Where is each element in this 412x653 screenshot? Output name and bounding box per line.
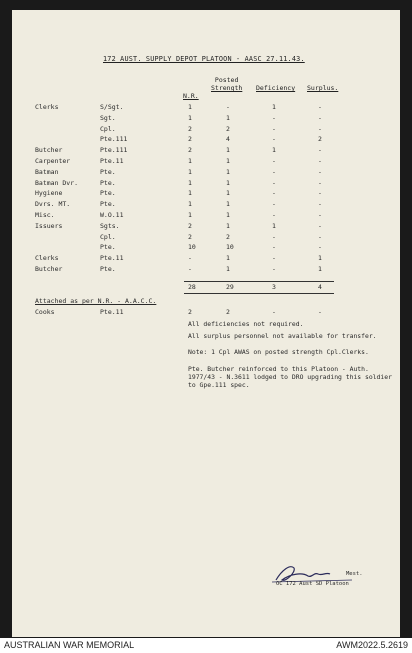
row-surplus-value: -: [318, 179, 322, 187]
attached-rank: Pte.11: [100, 308, 124, 316]
row-deficiency-value: -: [272, 243, 276, 251]
row-rank: S/Sgt.: [100, 103, 124, 111]
row-surplus-value: -: [318, 146, 322, 154]
row-nr-value: 2: [188, 222, 192, 230]
total-surplus: 4: [318, 283, 322, 291]
row-posted-value: 1: [226, 168, 230, 176]
row-posted-value: 1: [226, 189, 230, 197]
row-rank: Pte.11: [100, 254, 124, 262]
row-deficiency-value: -: [272, 179, 276, 187]
row-nr-value: 1: [188, 103, 192, 111]
row-deficiency-value: -: [272, 200, 276, 208]
row-deficiency-value: 1: [272, 146, 276, 154]
row-deficiency-value: -: [272, 135, 276, 143]
row-deficiency-value: -: [272, 233, 276, 241]
row-deficiency-value: -: [272, 265, 276, 273]
note-awas: Note: 1 Cpl AWAS on posted strength Cpl.Clerks.: [188, 348, 369, 356]
total-rule: [184, 281, 334, 282]
row-nr-value: 1: [188, 211, 192, 219]
row-surplus-value: 2: [318, 135, 322, 143]
row-group-label: Butcher: [35, 146, 63, 154]
row-nr-value: 1: [188, 168, 192, 176]
row-posted-value: 1: [226, 265, 230, 273]
note-butcher: Pte. Butcher reinforced to this Platoon - Auth. 1977/43 - N.3611 lodged to DRO upgrading this soldier to Gpe.111 spec.: [188, 365, 392, 389]
row-group-label: Batman Dvr.: [35, 179, 79, 187]
header-posted-strength: [211, 76, 242, 92]
total-nr: 28: [188, 283, 196, 291]
row-group-label: Misc.: [35, 211, 55, 219]
row-surplus-value: -: [318, 125, 322, 133]
attached-surplus-value: -: [318, 308, 322, 316]
row-rank: Cpl.: [100, 125, 116, 133]
row-surplus-value: -: [318, 168, 322, 176]
row-rank: Pte.: [100, 200, 116, 208]
row-group-label: Carpenter: [35, 157, 71, 165]
attached-heading: Attached as per N.R. - A.A.C.C.: [35, 297, 157, 305]
row-rank: Pte.111: [100, 135, 128, 143]
row-rank: Pte.111: [100, 146, 128, 154]
header-posted-line2: Strength: [211, 84, 243, 92]
header-nr: N.R.: [183, 92, 199, 100]
row-deficiency-value: -: [272, 189, 276, 197]
row-nr-value: 1: [188, 179, 192, 187]
row-group-label: Butcher: [35, 265, 63, 273]
row-nr-value: -: [188, 254, 192, 262]
row-rank: Pte.: [100, 265, 116, 273]
row-posted-value: 1: [226, 146, 230, 154]
row-nr-value: 2: [188, 125, 192, 133]
row-rank: W.O.11: [100, 211, 124, 219]
row-surplus-value: -: [318, 103, 322, 111]
row-group-label: Issuers: [35, 222, 63, 230]
row-rank: Cpl.: [100, 233, 116, 241]
row-posted-value: 1: [226, 179, 230, 187]
row-surplus-value: -: [318, 114, 322, 122]
total-posted: 29: [226, 283, 234, 291]
footer-source: AUSTRALIAN WAR MEMORIAL: [4, 640, 135, 650]
row-group-label: Clerks: [35, 254, 59, 262]
row-deficiency-value: 1: [272, 222, 276, 230]
document-title: 172 AUST. SUPPLY DEPOT PLATOON - AASC 27.11.43.: [103, 55, 305, 63]
row-group-label: Clerks: [35, 103, 59, 111]
total-deficiency: 3: [272, 283, 276, 291]
row-surplus-value: -: [318, 200, 322, 208]
row-nr-value: 1: [188, 189, 192, 197]
row-nr-value: 1: [188, 200, 192, 208]
row-deficiency-value: -: [272, 157, 276, 165]
row-posted-value: 1: [226, 200, 230, 208]
attached-nr-value: 2: [188, 308, 192, 316]
footer-bar: [0, 638, 412, 653]
row-deficiency-value: -: [272, 114, 276, 122]
row-posted-value: 10: [226, 243, 234, 251]
row-rank: Pte.: [100, 243, 116, 251]
row-surplus-value: -: [318, 222, 322, 230]
header-deficiency: Deficiency: [256, 84, 296, 92]
attached-posted-value: 2: [226, 308, 230, 316]
row-rank: Pte.: [100, 179, 116, 187]
row-nr-value: 2: [188, 135, 192, 143]
header-surplus: Surplus.: [307, 84, 339, 92]
note-surplus: All surplus personnel not available for transfer.: [188, 332, 377, 340]
row-group-label: Hygiene: [35, 189, 63, 197]
header-posted-line1: Posted: [214, 76, 239, 84]
row-rank: Sgt.: [100, 114, 116, 122]
footer-accession: AWM2022.5.2619: [336, 640, 408, 650]
row-rank: Pte.: [100, 168, 116, 176]
row-surplus-value: 1: [318, 265, 322, 273]
row-surplus-value: -: [318, 233, 322, 241]
signature-suffix: Mest.: [346, 571, 363, 577]
row-posted-value: 2: [226, 233, 230, 241]
row-posted-value: 4: [226, 135, 230, 143]
row-nr-value: 1: [188, 157, 192, 165]
row-posted-value: -: [226, 103, 230, 111]
row-posted-value: 1: [226, 114, 230, 122]
attached-group-label: Cooks: [35, 308, 55, 316]
row-group-label: Batman: [35, 168, 59, 176]
row-rank: Pte.: [100, 189, 116, 197]
row-deficiency-value: -: [272, 125, 276, 133]
row-surplus-value: -: [318, 189, 322, 197]
row-deficiency-value: 1: [272, 103, 276, 111]
row-nr-value: 1: [188, 114, 192, 122]
note-deficiencies: All deficiencies not required.: [188, 320, 304, 328]
row-surplus-value: 1: [318, 254, 322, 262]
attached-deficiency-value: -: [272, 308, 276, 316]
row-posted-value: 1: [226, 157, 230, 165]
row-nr-value: -: [188, 265, 192, 273]
signature-caption: OC 172 Aust SD Platoon: [276, 581, 349, 587]
row-posted-value: 1: [226, 222, 230, 230]
row-rank: Pte.11: [100, 157, 124, 165]
row-nr-value: 2: [188, 146, 192, 154]
row-surplus-value: -: [318, 211, 322, 219]
row-deficiency-value: -: [272, 211, 276, 219]
row-rank: Sgts.: [100, 222, 120, 230]
row-posted-value: 1: [226, 254, 230, 262]
row-surplus-value: -: [318, 157, 322, 165]
row-group-label: Dvrs. MT.: [35, 200, 71, 208]
row-deficiency-value: -: [272, 168, 276, 176]
row-deficiency-value: -: [272, 254, 276, 262]
row-nr-value: 2: [188, 233, 192, 241]
row-nr-value: 10: [188, 243, 196, 251]
total-rule-bottom: [184, 293, 334, 294]
row-posted-value: 1: [226, 211, 230, 219]
row-posted-value: 2: [226, 125, 230, 133]
row-surplus-value: -: [318, 243, 322, 251]
